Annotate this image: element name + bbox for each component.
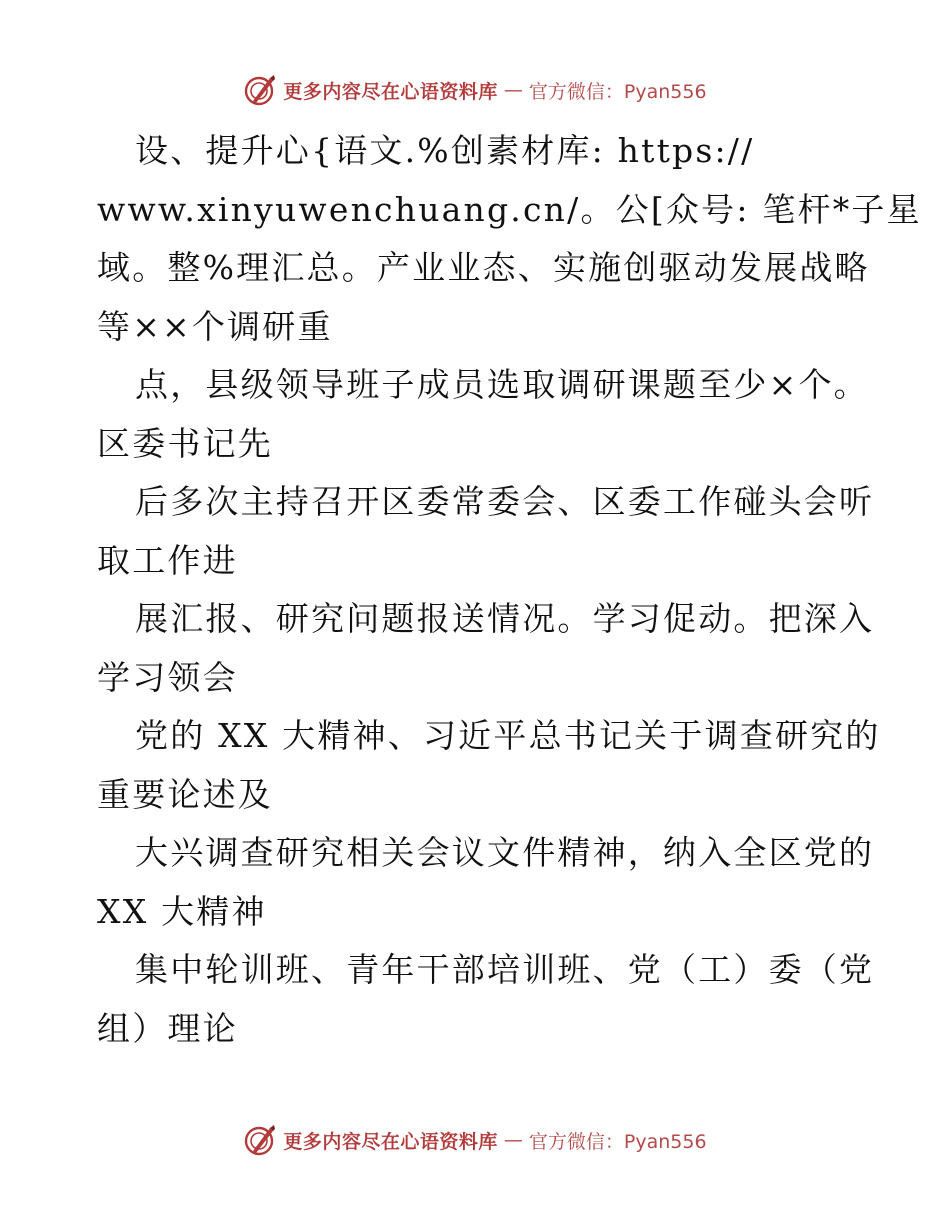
banner-wechat: 官方微信：Pyan556 xyxy=(528,80,707,103)
banner-content xyxy=(243,73,706,107)
banner-separator: — xyxy=(503,79,523,101)
text-line: 展汇报、研究问题报送情况。学习促动。把深入 xyxy=(135,599,875,638)
banner-title: 更多内容尽在心语资料库 xyxy=(283,80,498,103)
text-line: 后多次主持召开区委常委会、区委工作碰头会听 xyxy=(135,482,875,521)
banner-title: 更多内容尽在心语资料库 xyxy=(283,1130,498,1153)
text-line: 集中轮训班、青年干部培训班、党（工）委（党 xyxy=(135,950,875,989)
banner-wechat: 官方微信：Pyan556 xyxy=(528,1130,707,1153)
header-banner xyxy=(0,70,950,110)
text-line: 大兴调查研究相关会议文件精神，纳入全区党的 xyxy=(135,833,875,872)
pen-logo-icon xyxy=(243,73,277,107)
text-line: 学习领会 xyxy=(97,657,238,697)
text-line: 等××个调研重 xyxy=(97,306,333,346)
banner-separator: — xyxy=(503,1129,523,1151)
text-line: 设、提升心{语文.%创素材库: https:// xyxy=(135,131,755,170)
banner-content xyxy=(243,1123,706,1157)
pen-logo-icon xyxy=(243,1123,277,1157)
text-line: 党的 XX 大精神、习近平总书记关于调查研究的 xyxy=(135,716,881,755)
text-line: 区委书记先 xyxy=(97,423,273,463)
text-line: www.xinyuwenchuang.cn/。公[众号: 笔杆*子星 xyxy=(97,189,922,229)
text-line: 组）理论 xyxy=(97,1008,238,1048)
text-line: 域。整%理汇总。产业业态、实施创驱动发展战略 xyxy=(97,248,870,287)
footer-banner xyxy=(0,1120,950,1160)
text-line: 重要论述及 xyxy=(97,774,273,814)
text-line: 取工作进 xyxy=(97,540,238,580)
text-line: XX 大精神 xyxy=(97,891,267,931)
text-line: 点，县级领导班子成员选取调研课题至少×个。 xyxy=(135,365,869,404)
document-body xyxy=(97,122,922,1058)
